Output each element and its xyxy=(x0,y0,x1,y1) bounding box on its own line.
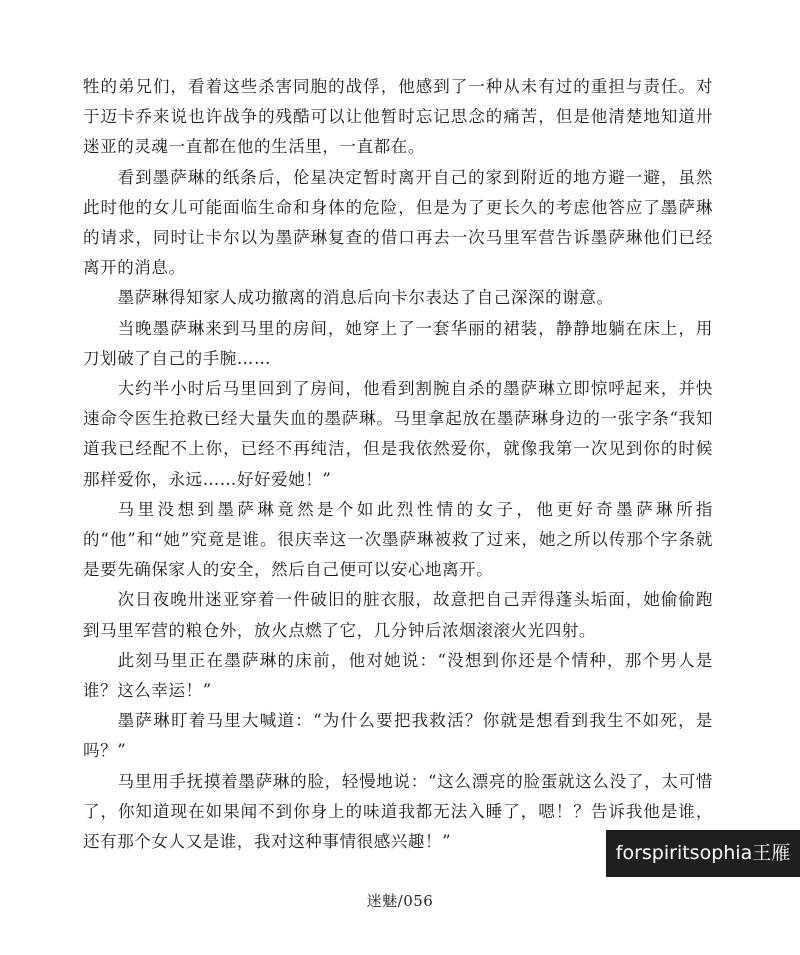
body-text xyxy=(83,72,713,857)
watermark-badge: forspiritsophia王雁 xyxy=(606,830,800,877)
paragraph-8: 此刻马里正在墨萨琳的床前，他对她说：“没想到你还是个情种，那个男人是谁？这么幸运！” xyxy=(83,650,713,701)
page-footer: 迷魅/056 xyxy=(366,892,434,910)
paragraph-3: 墨萨琳得知家人成功撤离的消息后向卡尔表达了自己深深的谢意。 xyxy=(117,288,614,308)
paragraph-1: 牲的弟兄们，看着这些杀害同胞的战俘，他感到了一种从未有过的重担与责任。对于迈卡乔来说也许战争的残酷可以让他暂时忘记思念的痛苦，但是他清楚地知道卅迷亚的灵魂一直都在他的生活里，一直都在。 xyxy=(83,77,713,157)
paragraph-4: 当晚墨萨琳来到马里的房间，她穿上了一套华丽的裙装，静静地躺在床上，用刀划破了自己的手腕…… xyxy=(83,318,713,368)
paragraph-7: 次日夜晚卅迷亚穿着一件破旧的脏衣服，故意把自己弄得蓬头垢面，她偷偷跑到马里军营的粮仓外，放火点燃了它，几分钟后浓烟滚滚火光四射。 xyxy=(83,590,713,640)
paragraph-10: 马里用手抚摸着墨萨琳的脸，轻慢地说：“这么漂亮的脸蛋就这么没了，太可惜了，你知道现在如果闻不到你身上的味道我都无法入睡了，嗯！？告诉我他是谁，还有那个女人又是谁，我对这种事情很感兴趣！” xyxy=(83,771,713,852)
paragraph-6: 马里没想到墨萨琳竟然是个如此烈性情的女子，他更好奇墨萨琳所指的“他”和“她”究竟是谁。很庆幸这一次墨萨琳被救了过来，她之所以传那个字条就是要先确保家人的安全，然后自己便可以安心地离开。 xyxy=(83,499,713,580)
paragraph-2: 看到墨萨琳的纸条后，伦星决定暂时离开自己的家到附近的地方避一避，虽然此时他的女儿可能面临生命和身体的危险，但是为了更长久的考虑他答应了墨萨琳的请求，同时让卡尔以为墨萨琳复查的借口再去一次马里军营告诉墨萨琳他们已经离开的消息。 xyxy=(83,167,713,278)
paragraph-9: 墨萨琳盯着马里大喊道：“为什么要把我救活？你就是想看到我生不如死，是吗？” xyxy=(83,711,713,761)
paragraph-5: 大约半小时后马里回到了房间，他看到割腕自杀的墨萨琳立即惊呼起来，并快速命令医生抢救已经大量失血的墨萨琳。马里拿起放在墨萨琳身边的一张字条“我知道我已经配不上你，已经不再纯洁，但是我依然爱你，就像我第一次见到你的时候那样爱你，永远……好好爱她！” xyxy=(83,379,713,489)
